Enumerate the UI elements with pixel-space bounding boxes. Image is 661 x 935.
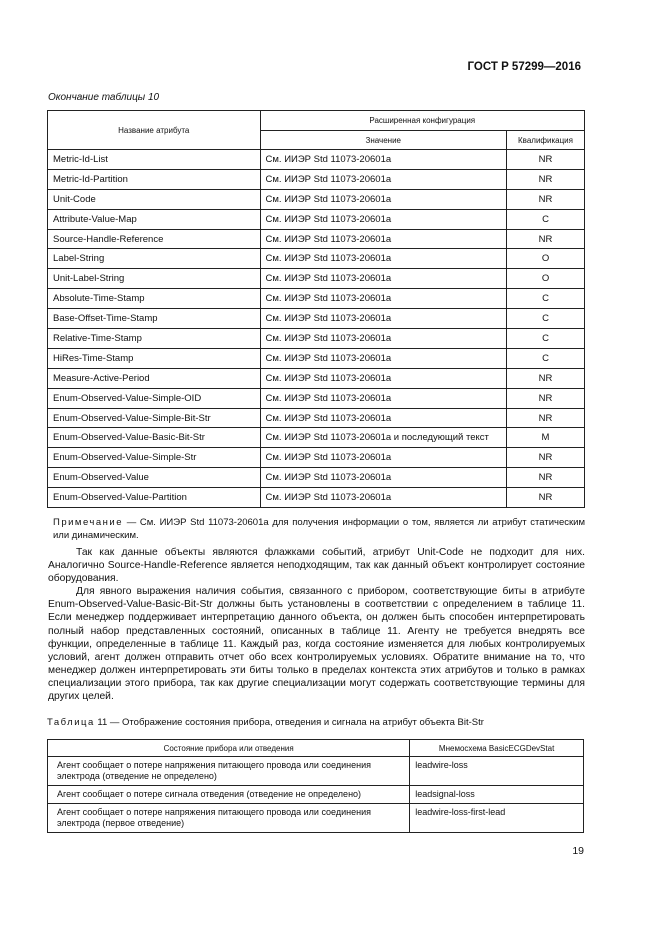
attribute-name-cell: Measure-Active-Period: [48, 368, 261, 388]
attribute-value-cell: См. ИИЭР Std 11073-20601а: [260, 189, 506, 209]
paragraph: Так как данные объекты являются флажками событий, атрибут Unit-Code не подходит для них. Аналогично Source-Handle-Reference является неподходящим, так как данный объект контролирует состояние оборудования.: [48, 547, 585, 585]
attribute-name-cell: Base-Offset-Time-Stamp: [48, 309, 261, 329]
attribute-name-cell: Source-Handle-Reference: [48, 229, 261, 249]
table-row: [48, 289, 585, 309]
attribute-name-cell: Unit-Code: [48, 189, 261, 209]
qualification-cell: C: [507, 209, 585, 229]
attribute-value-cell: См. ИИЭР Std 11073-20601а: [260, 488, 506, 508]
attribute-value-cell: См. ИИЭР Std 11073-20601а: [260, 209, 506, 229]
table-row: [48, 209, 585, 229]
header-device-state: Состояние прибора или отведения: [48, 740, 410, 757]
table-row: [48, 488, 585, 508]
table-row: [48, 348, 585, 368]
attributes-table: [47, 110, 585, 508]
attribute-value-cell: См. ИИЭР Std 11073-20601а: [260, 348, 506, 368]
qualification-cell: NR: [507, 169, 585, 189]
attribute-name-cell: Attribute-Value-Map: [48, 209, 261, 229]
qualification-cell: C: [507, 348, 585, 368]
attribute-name-cell: Relative-Time-Stamp: [48, 329, 261, 349]
mnemonic-cell: leadsignal-loss: [410, 786, 584, 804]
bit-str-mapping-table: [47, 739, 584, 833]
qualification-cell: NR: [507, 488, 585, 508]
attribute-name-cell: Metric-Id-List: [48, 150, 261, 170]
attribute-value-cell: См. ИИЭР Std 11073-20601а: [260, 468, 506, 488]
attribute-name-cell: Enum-Observed-Value-Simple-Bit-Str: [48, 408, 261, 428]
qualification-cell: NR: [507, 448, 585, 468]
table-row: [48, 468, 585, 488]
table-note: [53, 516, 585, 542]
table-row: [48, 368, 585, 388]
table-row: [48, 229, 585, 249]
table-title-text: 11 — Отображение состояния прибора, отведения и сигнала на атрибут объекта Bit-Str: [94, 717, 484, 728]
note-text: — См. ИИЭР Std 11073-20601a для получения информации о том, является ли атрибут статическим или динамическим.: [53, 517, 585, 541]
header-mnemonic: Мнемосхема BasicECGDevStat: [410, 740, 584, 757]
qualification-cell: O: [507, 269, 585, 289]
qualification-cell: NR: [507, 189, 585, 209]
table-row: [48, 804, 584, 833]
paragraph: Для явного выражения наличия события, связанного с прибором, соответствующие биты в атрибуте Enum-Observed-Value-Basic-Bit-Str должны быть установлены в соответствии с определением в таблице 11. Если менеджер поддерживает интерпретацию данного объекта, он должен быть способен интерпретировать полный набор представленных состояний, описанных в таблице 11. Агенту не требуется внедрять все функции, определенные в таблице 11. Каждый раз, когда состояние изменяется для любых контролируемых условий, агент должен отправить отчет обо всех контролируемых условиях. Обратите внимание на то, что менеджер должен интерпретировать эти биты только в пределах контекста этих атрибутов и только в рамках специализации этого прибора, так как другие специализации могут содержать соответствующие термины для других целей.: [48, 586, 585, 703]
table-row: [48, 249, 585, 269]
device-state-cell: Агент сообщает о потере напряжения питающего провода или соединения электрода (отведение не определено): [48, 757, 410, 786]
attribute-value-cell: См. ИИЭР Std 11073-20601а: [260, 388, 506, 408]
attribute-value-cell: См. ИИЭР Std 11073-20601а: [260, 368, 506, 388]
qualification-cell: C: [507, 309, 585, 329]
attribute-name-cell: Label-String: [48, 249, 261, 269]
header-qualification: Квалификация: [507, 131, 585, 150]
attribute-name-cell: Metric-Id-Partition: [48, 169, 261, 189]
table-row: [48, 388, 585, 408]
attribute-name-cell: Unit-Label-String: [48, 269, 261, 289]
header-value: Значение: [260, 131, 506, 150]
table-title-lead: Таблица: [47, 717, 95, 728]
qualification-cell: NR: [507, 229, 585, 249]
attribute-value-cell: См. ИИЭР Std 11073-20601а: [260, 269, 506, 289]
attribute-value-cell: См. ИИЭР Std 11073-20601а: [260, 249, 506, 269]
qualification-cell: NR: [507, 388, 585, 408]
page-number: 19: [572, 845, 584, 857]
attribute-name-cell: Enum-Observed-Value-Simple-OID: [48, 388, 261, 408]
table-row: [48, 408, 585, 428]
table-row: [48, 448, 585, 468]
table-row: [48, 169, 585, 189]
attribute-name-cell: Enum-Observed-Value: [48, 468, 261, 488]
attribute-value-cell: См. ИИЭР Std 11073-20601а: [260, 289, 506, 309]
attribute-name-cell: Enum-Observed-Value-Basic-Bit-Str: [48, 428, 261, 448]
attribute-value-cell: См. ИИЭР Std 11073-20601а: [260, 408, 506, 428]
qualification-cell: C: [507, 329, 585, 349]
qualification-cell: NR: [507, 368, 585, 388]
table-row: [48, 189, 585, 209]
table-row: [48, 269, 585, 289]
attribute-value-cell: См. ИИЭР Std 11073-20601а: [260, 169, 506, 189]
table-title: [47, 717, 484, 728]
qualification-cell: C: [507, 289, 585, 309]
qualification-cell: O: [507, 249, 585, 269]
qualification-cell: NR: [507, 408, 585, 428]
mnemonic-cell: leadwire-loss-first-lead: [410, 804, 584, 833]
attribute-value-cell: См. ИИЭР Std 11073-20601а: [260, 229, 506, 249]
attribute-value-cell: См. ИИЭР Std 11073-20601а и последующий текст: [260, 428, 506, 448]
device-state-cell: Агент сообщает о потере напряжения питающего провода или соединения электрода (первое отведение): [48, 804, 410, 833]
attribute-name-cell: Absolute-Time-Stamp: [48, 289, 261, 309]
qualification-cell: M: [507, 428, 585, 448]
attribute-name-cell: HiRes-Time-Stamp: [48, 348, 261, 368]
device-state-cell: Агент сообщает о потере сигнала отведения (отведение не определено): [48, 786, 410, 804]
mnemonic-cell: leadwire-loss: [410, 757, 584, 786]
attribute-name-cell: Enum-Observed-Value-Partition: [48, 488, 261, 508]
header-extended-config: Расширенная конфигурация: [260, 111, 584, 131]
qualification-cell: NR: [507, 150, 585, 170]
attribute-name-cell: Enum-Observed-Value-Simple-Str: [48, 448, 261, 468]
note-lead: Примечание: [53, 517, 123, 528]
body-text: [48, 546, 585, 703]
table-row: [48, 428, 585, 448]
attribute-value-cell: См. ИИЭР Std 11073-20601а: [260, 329, 506, 349]
attribute-value-cell: См. ИИЭР Std 11073-20601а: [260, 309, 506, 329]
table-row: [48, 309, 585, 329]
header-attribute-name: Название атрибута: [48, 111, 261, 150]
attribute-value-cell: См. ИИЭР Std 11073-20601а: [260, 150, 506, 170]
document-header: ГОСТ Р 57299—2016: [467, 61, 581, 73]
table-row: [48, 757, 584, 786]
table-row: [48, 786, 584, 804]
table-row: [48, 150, 585, 170]
attribute-value-cell: См. ИИЭР Std 11073-20601а: [260, 448, 506, 468]
qualification-cell: NR: [507, 468, 585, 488]
table-row: [48, 329, 585, 349]
table-caption: Окончание таблицы 10: [48, 92, 160, 103]
